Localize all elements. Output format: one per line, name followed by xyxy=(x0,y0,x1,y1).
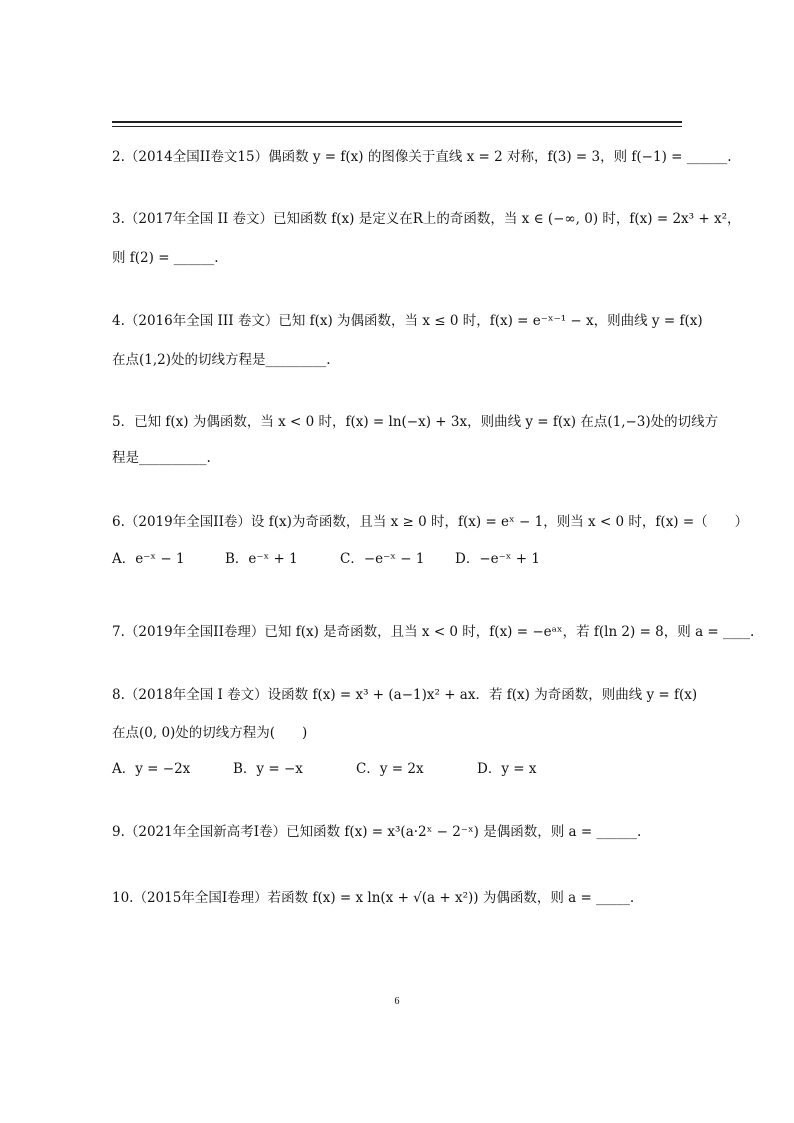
q8-option-d[interactable]: D．y = x xyxy=(477,761,537,777)
q6-option-b[interactable]: B．e⁻ˣ + 1 xyxy=(225,551,298,567)
q8-option-b[interactable]: B．y = −x xyxy=(233,761,303,777)
question-4-line-2: 在点(1,2)处的切线方程是_________. xyxy=(112,352,331,368)
page-number: 6 xyxy=(394,996,400,1007)
q6-option-a[interactable]: A．e⁻ˣ − 1 xyxy=(112,551,185,567)
q6-option-c[interactable]: C．−e⁻ˣ − 1 xyxy=(340,551,425,567)
question-10: 10.（2015年全国I卷理）若函数 f(x) = x ln(x + √(a + x²)) 为偶函数，则 a = _____. xyxy=(112,890,635,906)
question-8-line-1: 8.（2018年全国 I 卷文）设函数 f(x) = x³ + (a−1)x² + ax．若 f(x) 为奇函数，则曲线 y = f(x) xyxy=(112,687,698,703)
q8-option-c[interactable]: C．y = 2x xyxy=(356,761,424,777)
question-5-line-2: 程是__________. xyxy=(112,450,211,466)
question-6: 6.（2019年全国II卷）设 f(x)为奇函数，且当 x ≥ 0 时，f(x) = eˣ − 1，则当 x < 0 时，f(x) =（ ） xyxy=(112,514,749,530)
question-4-line-1: 4.（2016年全国 III 卷文）已知 f(x) 为偶函数，当 x ≤ 0 时，f(x) = e⁻ˣ⁻¹ − x，则曲线 y = f(x) xyxy=(112,313,703,329)
question-8-line-2: 在点(0, 0)处的切线方程为( ) xyxy=(112,725,308,741)
question-2: 2.（2014全国II卷文15）偶函数 y = f(x) 的图像关于直线 x = 2 对称，f(3) = 3，则 f(−1) = ______. xyxy=(112,149,732,165)
q6-option-d[interactable]: D．−e⁻ˣ + 1 xyxy=(455,551,540,567)
question-3-line-2: 则 f(2) = ______. xyxy=(112,250,219,266)
q8-option-a[interactable]: A．y = −2x xyxy=(112,761,191,777)
question-7: 7.（2019年全国II卷理）已知 f(x) 是奇函数，且当 x < 0 时，f(x) = −eᵃˣ，若 f(ln 2) = 8，则 a = ____. xyxy=(112,624,755,640)
question-5-line-1: 5．已知 f(x) 为偶函数，当 x < 0 时，f(x) = ln(−x) + 3x，则曲线 y = f(x) 在点(1,−3)处的切线方 xyxy=(112,414,719,430)
header-rule-thin xyxy=(112,126,682,127)
question-3-line-1: 3.（2017年全国 II 卷文）已知函数 f(x) 是定义在R上的奇函数，当 x ∈ (−∞, 0) 时，f(x) = 2x³ + x²， xyxy=(112,211,741,227)
header-rule-thick xyxy=(112,121,682,123)
question-9: 9.（2021年全国新高考I卷）已知函数 f(x) = x³(a·2ˣ − 2⁻ˣ) 是偶函数，则 a = ______. xyxy=(112,824,642,840)
